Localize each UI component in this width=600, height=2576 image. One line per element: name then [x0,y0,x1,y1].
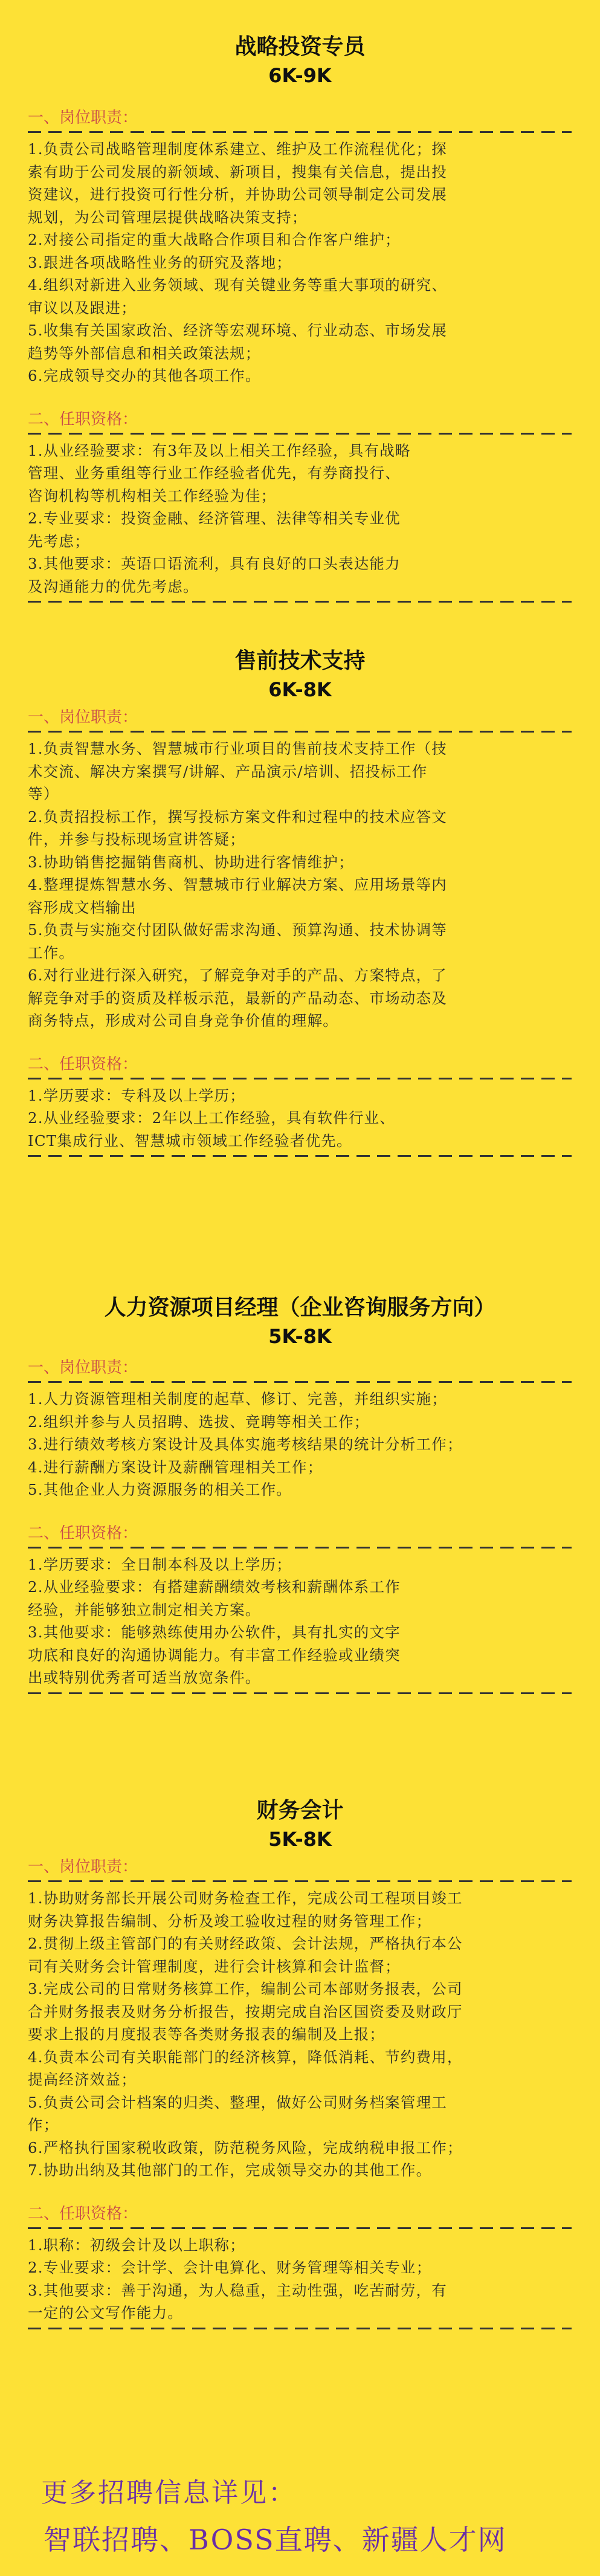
section-heading: 一、岗位职责： [28,1359,138,1377]
dashed-divider [28,2326,572,2332]
list-item: 7.协助出纳及其他部门的工作，完成领导交办的其他工作。 [28,2161,432,2179]
list-item: 6.严格执行国家税收政策，防范税务风险，完成纳税申报工作； [28,2138,463,2157]
list-item: 解竞争对手的资质及样板示范，最新的产品动态、市场动态及 [28,989,447,1007]
section-heading: 二、任职资格： [28,1524,138,1542]
requirements-section [28,2204,572,2332]
section-heading: 二、任职资格： [28,1055,138,1073]
job-title: 人力资源项目经理（企业咨询服务方向） [104,1295,496,1320]
list-item: 5.负责与实施交付团队做好需求沟通、预算沟通、技术协调等 [28,921,447,939]
list-item: ICT集成行业、智慧城市领域工作经验者优先。 [28,1131,352,1150]
requirements-section [28,1523,572,1697]
list-item: 6.对行业进行深入研究，了解竞争对手的产品、方案特点，了 [28,966,447,984]
list-item: 2.负责招投标工作，撰写投标方案文件和过程中的技术应答文 [28,807,447,826]
list-item: 财务决算报告编制、分析及竣工验收过程的财务管理工作； [28,1912,432,1930]
list-item: 要求上报的月度报表等各类财务报表的编制及上报； [28,2025,385,2043]
section-heading: 一、岗位职责： [28,1858,138,1876]
list-item: 1.人力资源管理相关制度的起草、修订、完善，并组织实施； [28,1390,447,1408]
job-title: 财务会计 [256,1798,344,1823]
list-item: 1.学历要求：专科及以上学历； [28,1086,245,1104]
section-heading: 二、任职资格： [28,2204,138,2223]
list-item: 经验，并能够独立制定相关方案。 [28,1600,261,1619]
list-item: 1.负责智慧水务、智慧城市行业项目的售前技术支持工作（技 [28,740,447,757]
duty-list [28,1887,572,2182]
footer-label: 更多招聘信息详见： [41,2477,297,2508]
footer-sites: 智联招聘、BOSS直聘、新疆人才网 [44,2523,507,2556]
list-item: 一定的公文写作能力。 [28,2304,183,2322]
requirement-list [28,2234,572,2325]
requirement-list [28,439,572,598]
list-item: 2.组织并参与人员招聘、选拔、竞聘等相关工作； [28,1413,370,1431]
dashed-divider [28,431,572,437]
job-salary: 6K-8K [268,678,332,701]
list-item: 资建议，进行投资可行性分析，并协助公司领导制定公司发展 [28,186,447,203]
list-item: 3.其他要求：能够熟练使用办公软件，具有扎实的文字 [28,1623,401,1641]
list-item: 3.完成公司的日常财务核算工作，编制公司本部财务报表，公司 [28,1980,463,1998]
list-item: 合并财务报表及财务分析报告，按期完成自治区国资委及财政厅 [28,2002,463,2021]
dashed-divider [28,1691,572,1697]
list-item: 3.跟进各项战略性业务的研究及落地； [28,253,292,271]
list-item: 审议以及跟进； [28,299,137,317]
job-card-presales-support [0,646,600,1162]
duties-section [28,1358,572,1501]
list-item: 3.其他要求：英语口语流利，具有良好的口头表达能力 [28,555,401,572]
section-heading: 一、岗位职责： [28,109,138,127]
list-item: 3.进行绩效考核方案设计及具体实施考核结果的统计分析工作； [28,1435,463,1453]
dashed-divider [28,1076,572,1082]
list-item: 5.负责公司会计档案的归类、整理，做好公司财务档案管理工 [28,2093,447,2111]
list-item: 2.对接公司指定的重大战略合作项目和合作客户维护； [28,231,401,248]
list-item: 4.负责本公司有关职能部门的经济核算，降低消耗、节约费用， [28,2048,463,2066]
dashed-divider [28,1153,572,1159]
dashed-divider [28,729,572,735]
list-item: 2.从业经验要求：2年以上工作经验，具有软件行业、 [28,1109,395,1127]
list-item: 1.协助财务部长开展公司财务检查工作，完成公司工程项目竣工 [28,1889,463,1907]
list-item: 术交流、解决方案撰写/讲解、产品演示/培训、招投标工作 [28,762,428,780]
list-item: 5.收集有关国家政治、经济等宏观环境、行业动态、市场发展 [28,322,447,339]
list-item: 出或特别优秀者可适当放宽条件。 [28,1669,261,1686]
list-item: 6.完成领导交办的其他各项工作。 [28,367,261,384]
list-item: 4.整理提炼智慧水务、智慧城市行业解决方案、应用场景等内 [28,876,447,893]
list-item: 1.学历要求：全日制本科及以上学历； [28,1555,292,1573]
job-title: 战略投资专员 [234,34,366,59]
job-salary: 6K-9K [268,64,332,87]
dashed-divider [28,1879,572,1885]
list-item: 等） [28,785,59,803]
list-item: 提高经济效益； [28,2071,137,2088]
job-salary: 5K-8K [268,1325,332,1348]
requirement-list [28,1553,572,1689]
list-item: 2.专业要求：投资金融、经济管理、法律等相关专业优 [28,510,401,527]
list-item: 先考虑； [28,532,90,550]
duties-section [28,108,572,387]
dashed-divider [28,129,572,135]
list-item: 1.职称：初级会计及以上职称； [28,2236,245,2254]
list-item: 1.负责公司战略管理制度体系建立、维护及工作流程优化；探 [28,140,447,158]
list-item: 商务特点，形成对公司自身竞争价值的理解。 [28,1012,338,1029]
section-heading: 一、岗位职责： [28,708,138,727]
list-item: 5.其他企业人力资源服务的相关工作。 [28,1481,292,1498]
dashed-divider [28,599,572,605]
dashed-divider [28,2225,572,2231]
list-item: 管理、业务重组等行业工作经验者优先，有券商投行、 [28,464,401,482]
list-item: 作； [28,2116,59,2134]
list-item: 2.贯彻上级主管部门的有关财经政策、会计法规，严格执行本公 [28,1935,463,1952]
list-item: 司有关财务会计管理制度，进行会计核算和会计监督； [28,1957,401,1975]
list-item: 容形成文档输出 [28,898,137,916]
job-card-strategy-investment [0,31,600,607]
duty-list [28,737,572,1032]
duty-list [28,138,572,387]
list-item: 索有助于公司发展的新领域、新项目，搜集有关信息，提出投 [28,163,447,181]
duties-section [28,1857,572,2182]
list-item: 3.其他要求：善于沟通，为人稳重，主动性强，吃苦耐劳，有 [28,2281,447,2299]
list-item: 趋势等外部信息和相关政策法规； [28,344,261,362]
list-item: 及沟通能力的优先考虑。 [28,577,199,595]
job-title: 售前技术支持 [234,648,366,673]
list-item: 工作。 [28,943,75,962]
requirements-section [28,409,572,606]
list-item: 4.组织对新进入业务领域、现有关键业务等重大事项的研究、 [28,276,447,294]
duty-list [28,1388,572,1501]
job-card-accountant [0,1795,600,2334]
list-item: 4.进行薪酬方案设计及薪酬管理相关工作； [28,1458,323,1476]
dashed-divider [28,1545,572,1551]
list-item: 2.从业经验要求：有搭建薪酬绩效考核和薪酬体系工作 [28,1578,401,1596]
dashed-divider [28,1379,572,1385]
requirements-section [28,1054,572,1160]
job-card-hr-project-manager [0,1292,600,1699]
list-item: 规划，为公司管理层提供战略决策支持； [28,208,308,226]
list-item: 咨询机构等机构相关工作经验为佳； [28,487,277,505]
list-item: 功底和良好的沟通协调能力。有丰富工作经验或业绩突 [28,1646,401,1664]
requirement-list [28,1084,572,1153]
job-salary: 5K-8K [268,1828,332,1851]
list-item: 件，并参与投标现场宣讲答疑； [28,830,245,848]
section-heading: 二、任职资格： [28,410,138,429]
list-item: 1.从业经验要求：有3年及以上相关工作经验，具有战略 [28,441,411,459]
list-item: 3.协助销售挖掘销售商机、协助进行客情维护； [28,853,354,871]
list-item: 2.专业要求：会计学、会计电算化、财务管理等相关专业； [28,2259,432,2276]
duties-section [28,707,572,1032]
